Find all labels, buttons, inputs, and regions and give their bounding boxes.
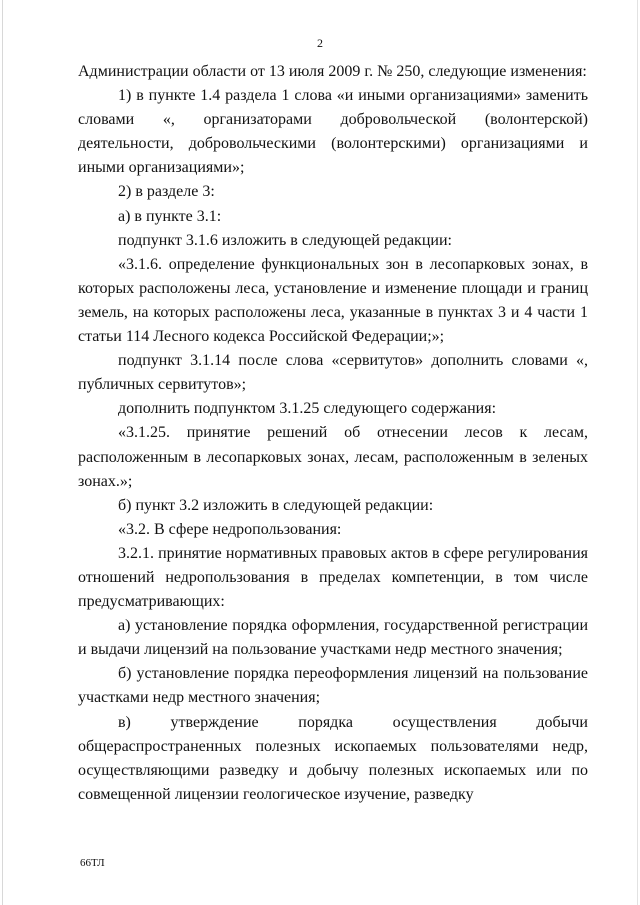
paragraph: «3.1.25. принятие решений об отнесении лесов к лесам, расположенным в лесопарковых зонах, лесам, расположенным в зеленых зонах.»; [78, 424, 588, 490]
paragraph: «3.2. В сфере недропользования: [118, 520, 342, 538]
paragraph: дополнить подпунктом 3.1.25 следующего содержания: [118, 400, 497, 418]
paragraph: подпункт 3.1.14 после слова «сервитутов» дополнить словами «, публичных сервитутов»; [78, 352, 588, 394]
paragraph: а) в пункте 3.1: [118, 207, 222, 225]
paragraph: Администрации области от 13 июля 2009 г. № 250, следующие изменения: [78, 63, 587, 80]
footer-code: 66ТЛ [80, 857, 105, 869]
paragraph: подпункт 3.1.6 изложить в следующей редакции: [118, 231, 452, 249]
paragraph: 3.2.1. принятие нормативных правовых актов в сфере регулирования отношений недропользования в пределах компетенции, в том числе предусматривающих: [78, 544, 588, 611]
paragraph: а) установление порядка оформления, государственной регистрации и выдачи лицензий на пользование участками недр местного значения; [78, 617, 588, 659]
paragraph: «3.1.6. определение функциональных зон в лесопарковых зонах, в которых расположены леса, установление и изменение площади и границ земель, на которых расположены леса, указанные в пунктах 3 и 4 части 1 статьи 114 Лесного кодекса Российской Федерации;»; [78, 255, 588, 346]
paragraph: б) пункт 3.2 изложить в следующей редакции: [118, 496, 434, 514]
page-number: 2 [317, 36, 323, 50]
scan-edge-right [637, 0, 638, 905]
paragraph: 1) в пункте 1.4 раздела 1 слова «и иными организациями» заменить словами «, организаторами добровольческой (волонтерской) деятельности, добровольческими (волонтерскими) организациями и иными организациями»; [78, 87, 588, 177]
paragraph: 2) в разделе 3: [118, 183, 215, 201]
scan-edge-left [2, 0, 3, 905]
document-body [78, 60, 588, 807]
paragraph: в) утверждение порядка осуществления добычи общераспространенных полезных ископаемых пользователями недр, осуществляющими разведку и добычу полезных ископаемых или по совмещенной лицензии геологическое изучение, разведку [78, 713, 588, 803]
paragraph: б) установление порядка переоформления лицензий на пользование участками недр местного значения; [78, 665, 588, 707]
